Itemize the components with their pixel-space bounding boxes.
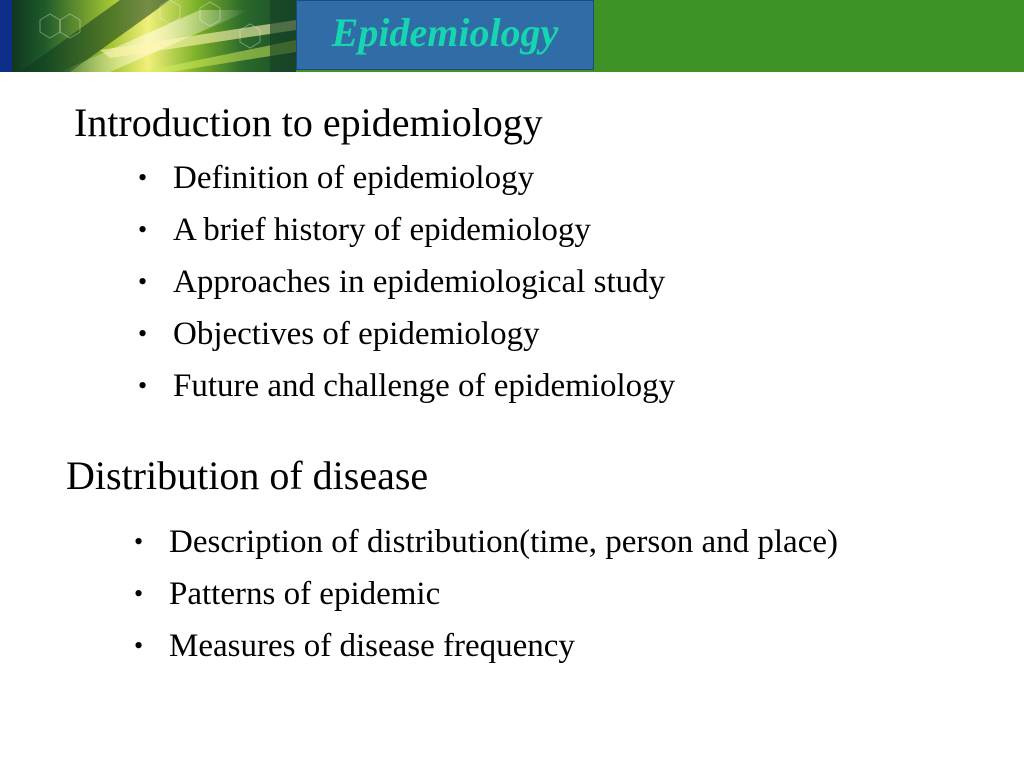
section-heading-distribution: Distribution of disease: [66, 453, 429, 498]
section-heading-introduction: Introduction to epidemiology: [74, 100, 543, 145]
list-item-text: Definition of epidemiology: [173, 160, 535, 196]
banner-graphic: [0, 0, 296, 72]
bullet-icon: •: [138, 267, 148, 296]
bullet-icon: •: [134, 631, 144, 660]
bullet-icon: •: [134, 527, 144, 556]
bullet-icon: •: [134, 579, 144, 608]
bullet-icon: •: [138, 215, 148, 244]
page-title: Epidemiology: [331, 10, 559, 55]
list-item-text: Measures of disease frequency: [169, 628, 575, 664]
title-box: [296, 0, 594, 70]
bullet-icon: •: [138, 371, 148, 400]
list-item-text: Objectives of epidemiology: [173, 316, 540, 352]
list-item-text: Patterns of epidemic: [169, 576, 441, 612]
banner-image: [0, 0, 296, 72]
list-item-text: A brief history of epidemiology: [173, 212, 591, 248]
bullet-icon: •: [138, 163, 148, 192]
bullet-icon: •: [138, 319, 148, 348]
list-item-text: Description of distribution(time, person and place): [169, 524, 838, 560]
list-item-text: Approaches in epidemiological study: [173, 264, 666, 300]
list-item-text: Future and challenge of epidemiology: [173, 368, 676, 404]
